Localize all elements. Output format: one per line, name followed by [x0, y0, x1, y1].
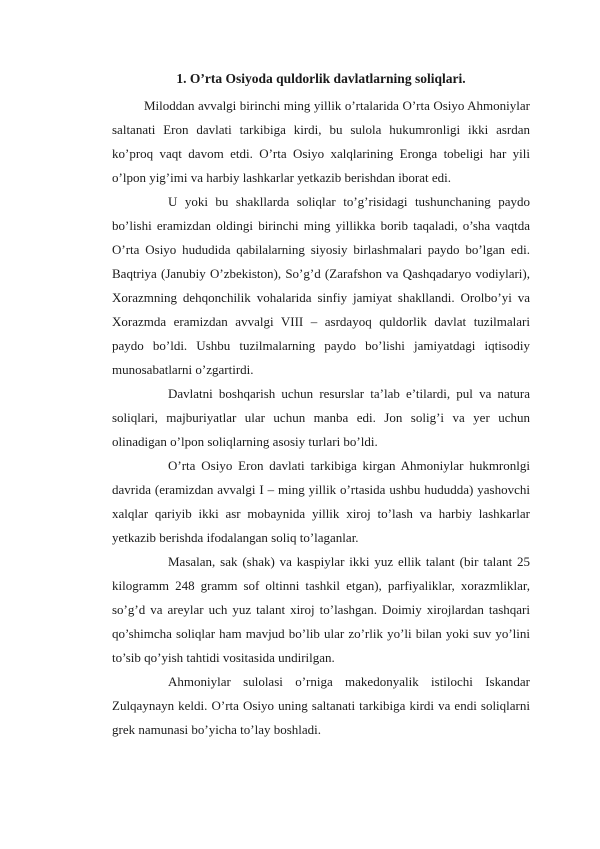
- paragraph: U yoki bu shakllarda soliqlar to’g’risidagi tushunchaning paydo bo’lishi eramizdan oldingi birinchi ming yillikka borib taqaladi, o’sha vaqtda O’rta Osiyo hududida qabilalarning siyosiy birlashmalari paydo bo’lgan edi. Baqtriya (Janubiy O’zbekiston), So’g’d (Zarafshon va Qashqadaryo vodiylari), Xorazmning dehqonchilik vohalarida sinfiy jamiyat shakllandi. Orolbo’yi va Xorazmda eramizdan avvalgi VIII – asrdayoq quldorlik davlat tuzilmalari paydo bo’ldi. Ushbu tuzilmalarning paydo bo’lishi jamiyatdagi iqtisodiy munosabatlarni o’zgartirdi.: [112, 194, 530, 377]
- paragraph: Miloddan avvalgi birinchi ming yillik o’rtalarida O’rta Osiyo Ahmoniylar saltanati Eron davlati tarkibiga kirdi, bu sulola hukumronligi ikki asrdan ko’proq vaqt davom etdi. O’rta Osiyo xalqlarining Eronga tobeligi har yili o’lpon yig’imi va harbiy lashkarlar yetkazib berishdan iborat edi.: [112, 98, 530, 185]
- paragraph: Masalan, sak (shak) va kaspiylar ikki yuz ellik talant (bir talant 25 kilogramm 248 gramm sof oltinni tashkil etgan), parfiyaliklar, xorazmliklar, so’g’d va areylar uch yuz talant xiroj to’lashgan. Doimiy xirojlardan tashqari qo’shimcha soliqlar ham mavjud bo’lib ular zo’rlik yo’li bilan yoki suv yo’lini to’sib qo’yish tahtidi vositasida undirilgan.: [112, 554, 530, 665]
- paragraph: Davlatni boshqarish uchun resurslar ta’lab e’tilardi, pul va natura soliqlari, majburiyatlar ular uchun manba edi. Jon solig’i va yer uchun olinadigan o’lpon soliqlarning asosiy turlari bo’ldi.: [112, 386, 530, 449]
- paragraph: O’rta Osiyo Eron davlati tarkibiga kirgan Ahmoniylar hukmronlgi davrida (eramizdan avvalgi I – ming yillik o’rtasida ushbu hududda) yashovchi xalqlar qariyib ikki asr mobaynida yillik xiroj to’lash va harbiy lashkarlar yetkazib berishda ifodalangan soliq to’laganlar.: [112, 458, 530, 545]
- document-title: 1. O’rta Osiyoda quldorlik davlatlarning soliqlari.: [176, 71, 466, 86]
- paragraph: Ahmoniylar sulolasi o’rniga makedonyalik istilochi Iskandar Zulqaynayn keldi. O’rta Osiyo uning saltanati tarkibiga kirdi va endi soliqlarni grek namunasi bo’yicha to’lay boshladi.: [112, 674, 530, 737]
